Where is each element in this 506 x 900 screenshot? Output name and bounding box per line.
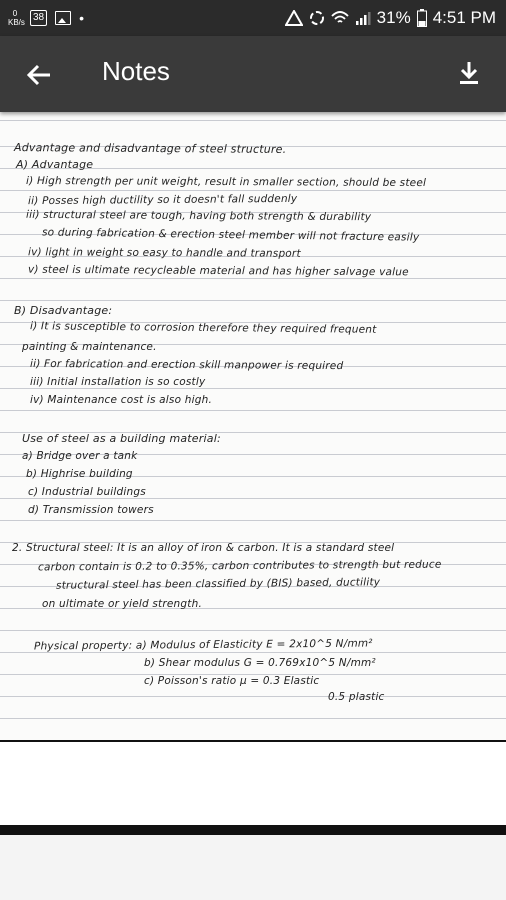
handwritten-line: 2. Structural steel: It is an alloy of iron & carbon. It is a standard steel (12, 542, 395, 554)
signal-icon (355, 10, 371, 26)
arrow-left-icon (26, 63, 52, 87)
clock: 4:51 PM (432, 8, 496, 27)
notebook-page (0, 112, 506, 742)
handwritten-line: painting & maintenance. (22, 341, 157, 353)
handwritten-line: ii) For fabrication and erection skill manpower is required (29, 357, 344, 373)
handwritten-line: c) Poisson's ratio μ = 0.3 Elastic (144, 675, 320, 687)
battery-icon (417, 9, 427, 27)
handwritten-line: iii) Initial installation is so costly (30, 376, 206, 388)
handwritten-line: d) Transmission towers (28, 504, 154, 516)
handwritten-line: on ultimate or yield strength. (42, 598, 202, 610)
page-title: Notes (102, 56, 170, 86)
notification-badge: 38 (30, 10, 47, 26)
handwritten-line: ii) Posses high ductility so it doesn't fall suddenly (27, 192, 298, 208)
handwritten-line: 0.5 plastic (328, 691, 385, 703)
handwritten-line: carbon contain is 0.2 to 0.35%, carbon contributes to strength but reduce (37, 558, 442, 574)
back-button[interactable] (22, 58, 56, 92)
handwritten-line: Use of steel as a building material: (22, 432, 221, 445)
network-speed: 0 KB/s (8, 9, 25, 27)
handwritten-line: v) steel is ultimate recycleable material and has higher salvage value (27, 263, 409, 279)
handwritten-line: i) It is susceptible to corrosion therefore they required frequent (29, 320, 377, 336)
handwritten-line: A) Advantage (16, 158, 94, 171)
handwritten-line: iv) light in weight so easy to handle and transport (27, 246, 301, 260)
status-bar (0, 0, 506, 36)
handwritten-line: c) Industrial buildings (28, 486, 146, 498)
download-icon (457, 60, 481, 86)
handwritten-line: a) Bridge over a tank (22, 450, 138, 462)
document-viewer[interactable] (0, 112, 506, 900)
next-page (0, 835, 506, 900)
download-button[interactable] (454, 58, 484, 88)
handwritten-line: so during fabrication & erection steel member will not fracture easily (41, 226, 420, 244)
image-notification-icon (55, 11, 71, 25)
handwritten-line: b) Shear modulus G = 0.769x10^5 N/mm² (144, 657, 376, 669)
battery-percent: 31% (376, 8, 411, 27)
handwritten-line: B) Disadvantage: (14, 304, 113, 317)
handwritten-line: structural steel has been classified by (BIS) based, ductility (55, 576, 381, 592)
handwritten-line: i) High strength per unit weight, result in smaller section, should be steel (25, 174, 427, 190)
handwritten-line: Physical property: a) Modulus of Elasticity E = 2x10^5 N/mm² (33, 637, 373, 653)
dot-icon: • (79, 10, 85, 26)
handwritten-line: b) Highrise building (26, 468, 133, 480)
recycle-icon (309, 10, 325, 26)
wifi-icon (331, 10, 349, 26)
alarm-icon (285, 10, 303, 26)
handwritten-line: iv) Maintenance cost is also high. (30, 394, 212, 406)
handwritten-line: iii) structural steel are tough, having both strength & durability (25, 208, 372, 224)
handwritten-line: Advantage and disadvantage of steel structure. (13, 141, 287, 156)
app-bar (0, 36, 506, 112)
